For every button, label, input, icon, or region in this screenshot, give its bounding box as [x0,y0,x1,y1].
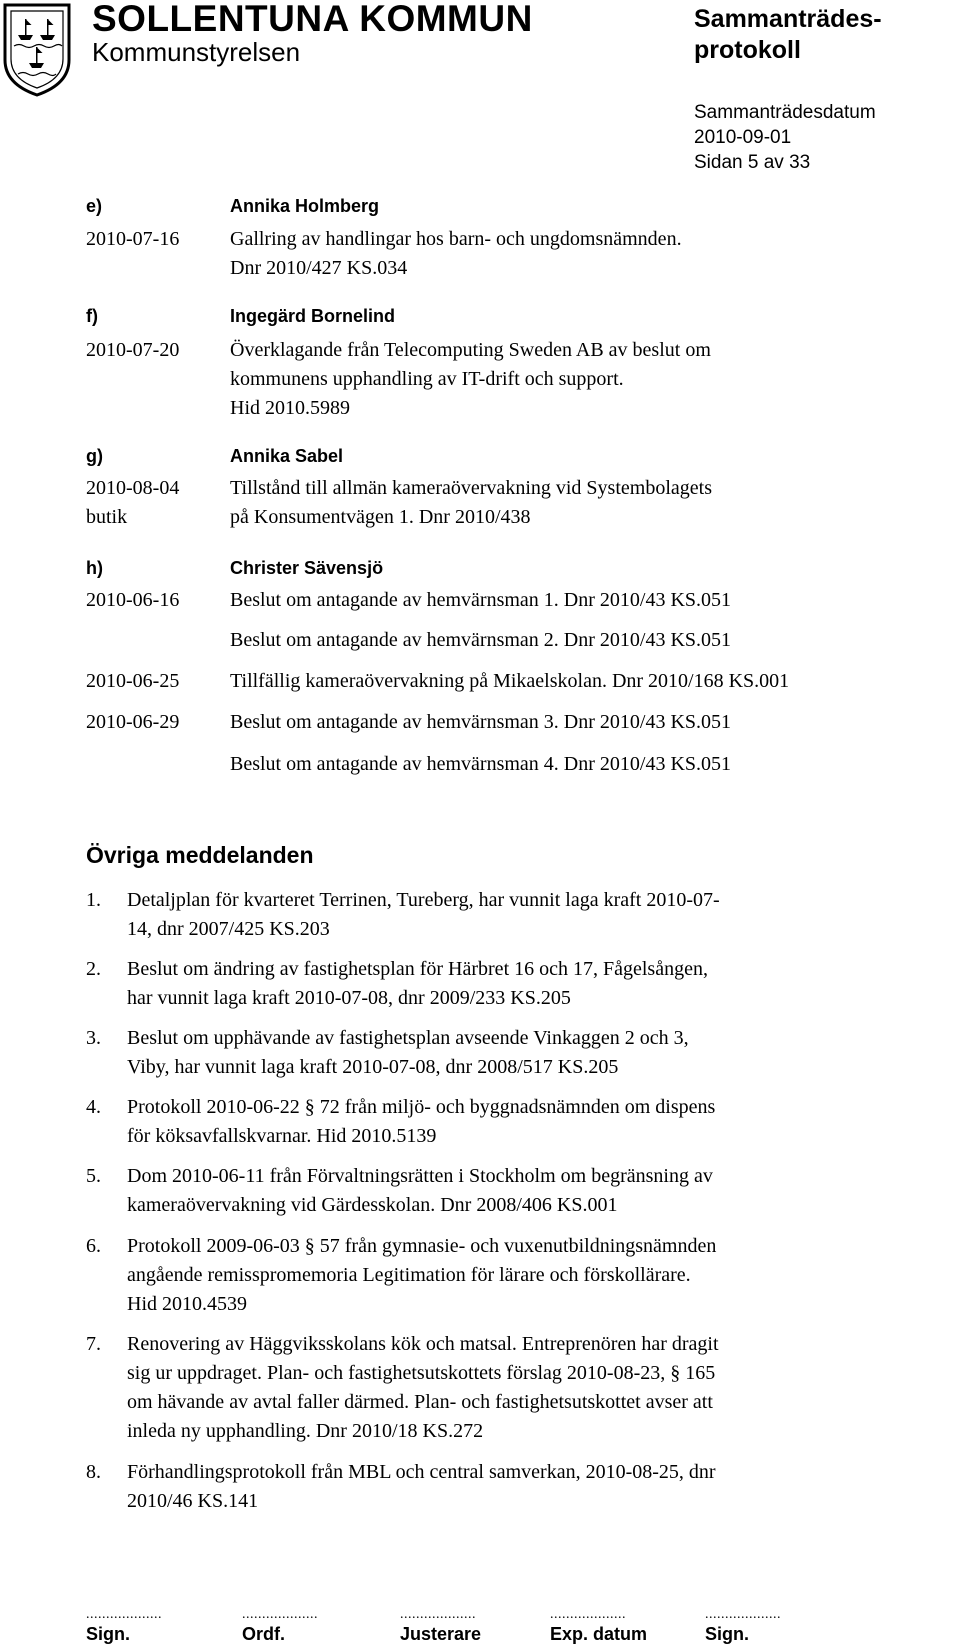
notice-text [230,474,712,532]
list-item-line: angående remisspromemoria Legitimation för lärare och förskollärare. [127,1264,691,1286]
signature-label: Justerare [400,1624,482,1644]
list-item-line: för köksavfallskvarnar. Hid 2010.5139 [127,1125,437,1147]
list-item [127,886,917,944]
notice-text: Beslut om antagande av hemvärnsman 3. Dnr 2010/43 KS.051 [230,711,732,733]
list-item-line: sig ur uppdraget. Plan- och fastighetsutskottets förslag 2010-08-23, § 165 [127,1362,716,1384]
list-item-line: Hid 2010.4539 [127,1293,247,1315]
notice-date-line: butik [86,506,128,528]
notice-label: f) [86,306,98,326]
list-item-line: Beslut om upphävande av fastighetsplan avseende Vinkaggen 2 och 3, [127,1027,689,1049]
list-item [127,1458,917,1516]
notice-person: Christer Sävensjö [230,558,384,578]
item-number: 8. [86,1461,101,1483]
notice-label: g) [86,446,103,466]
notice-date: 2010-06-25 [86,670,180,692]
item-number: 7. [86,1333,101,1355]
notice-text: Tillfällig kameraövervakning på Mikaelskolan. Dnr 2010/168 KS.001 [230,670,790,692]
page-number: Sidan 5 av 33 [694,152,811,173]
notice-text: Beslut om antagande av hemvärnsman 1. Dnr 2010/43 KS.051 [230,589,732,611]
list-item-line: Protokoll 2009-06-03 § 57 från gymnasie- och vuxenutbildningsnämnden [127,1235,717,1257]
notice-date [86,474,179,532]
notice-text-line: Överklagande från Telecomputing Sweden AB av beslut om [230,339,711,361]
list-item-line: Viby, har vunnit laga kraft 2010-07-08, dnr 2008/517 KS.205 [127,1056,619,1078]
notice-label: e) [86,196,103,216]
list-item-line: har vunnit laga kraft 2010-07-08, dnr 2009/233 KS.205 [127,987,571,1009]
signature-label: Exp. datum [550,1624,648,1644]
list-item-line: 14, dnr 2007/425 KS.203 [127,918,330,940]
notice-date: 2010-07-20 [86,339,180,361]
signature-line: ................... [705,1607,781,1622]
list-item [127,1162,917,1220]
signature-line: ................... [400,1607,476,1622]
signature-label: Sign. [705,1624,749,1644]
notice-text-line: Hid 2010.5989 [230,397,350,419]
list-item [127,955,917,1013]
organization-name: SOLLENTUNA KOMMUN [92,0,533,39]
notice-label: h) [86,558,103,578]
municipality-crest-logo [2,2,72,98]
notice-person: Annika Holmberg [230,196,380,216]
list-item-line: Beslut om ändring av fastighetsplan för Härbret 16 och 17, Fågelsången, [127,958,708,980]
list-item-line: inleda ny upphandling. Dnr 2010/18 KS.272 [127,1420,484,1442]
section-heading: Övriga meddelanden [86,842,314,868]
notice-text: Beslut om antagande av hemvärnsman 2. Dnr 2010/43 KS.051 [230,629,732,651]
document-type-line: protokoll [694,36,801,64]
item-number: 5. [86,1165,101,1187]
list-item-line: Protokoll 2010-06-22 § 72 från miljö- och byggnadsnämnden om dispens [127,1096,716,1118]
list-item [127,1232,917,1319]
list-item-line: om hävande av avtal faller därmed. Plan- och fastighetsutskottet avser att [127,1391,713,1413]
list-item-line: Dom 2010-06-11 från Förvaltningsrätten i Stockholm om begränsning av [127,1165,713,1187]
list-item-line: Renovering av Häggviksskolans kök och matsal. Entreprenören har dragit [127,1333,719,1355]
organization-unit: Kommunstyrelsen [92,37,301,67]
notice-person: Ingegärd Bornelind [230,306,396,326]
meeting-date: 2010-09-01 [694,127,792,148]
notice-text [230,336,711,423]
notice-text [230,225,682,283]
item-number: 2. [86,958,101,980]
signature-line: ................... [86,1607,162,1622]
signature-label: Ordf. [242,1624,285,1644]
document-type-line: Sammanträdes- [694,5,882,33]
list-item-line: Detaljplan för kvarteret Terrinen, Tureberg, har vunnit laga kraft 2010-07- [127,889,720,911]
meeting-meta [694,100,876,175]
notice-date: 2010-06-16 [86,589,180,611]
notice-text: Beslut om antagande av hemvärnsman 4. Dnr 2010/43 KS.051 [230,753,732,775]
list-item [127,1024,917,1082]
notice-text-line: Tillstånd till allmän kameraövervakning vid Systembolagets [230,477,712,499]
notice-person: Annika Sabel [230,446,344,466]
item-number: 1. [86,889,101,911]
notice-date: 2010-07-16 [86,228,180,250]
meeting-date-label: Sammanträdesdatum [694,102,876,123]
document-type-title [694,4,944,66]
list-item-line: 2010/46 KS.141 [127,1490,259,1512]
list-item [127,1330,917,1446]
notice-date-line: 2010-08-04 [86,477,180,499]
item-number: 3. [86,1027,101,1049]
signature-label: Sign. [86,1624,130,1644]
list-item-line: Förhandlingsprotokoll från MBL och central samverkan, 2010-08-25, dnr [127,1461,716,1483]
item-number: 4. [86,1096,101,1118]
list-item-line: kameraövervakning vid Gärdesskolan. Dnr 2008/406 KS.001 [127,1194,618,1216]
item-number: 6. [86,1235,101,1257]
signature-line: ................... [550,1607,626,1622]
notice-text-line: Gallring av handlingar hos barn- och ungdomsnämnden. [230,228,682,250]
notice-text-line: kommunens upphandling av IT-drift och support. [230,368,624,390]
signature-line: ................... [242,1607,318,1622]
notice-text-line: Dnr 2010/427 KS.034 [230,257,408,279]
notice-text-line: på Konsumentvägen 1. Dnr 2010/438 [230,506,531,528]
notice-date: 2010-06-29 [86,711,180,733]
list-item [127,1093,917,1151]
